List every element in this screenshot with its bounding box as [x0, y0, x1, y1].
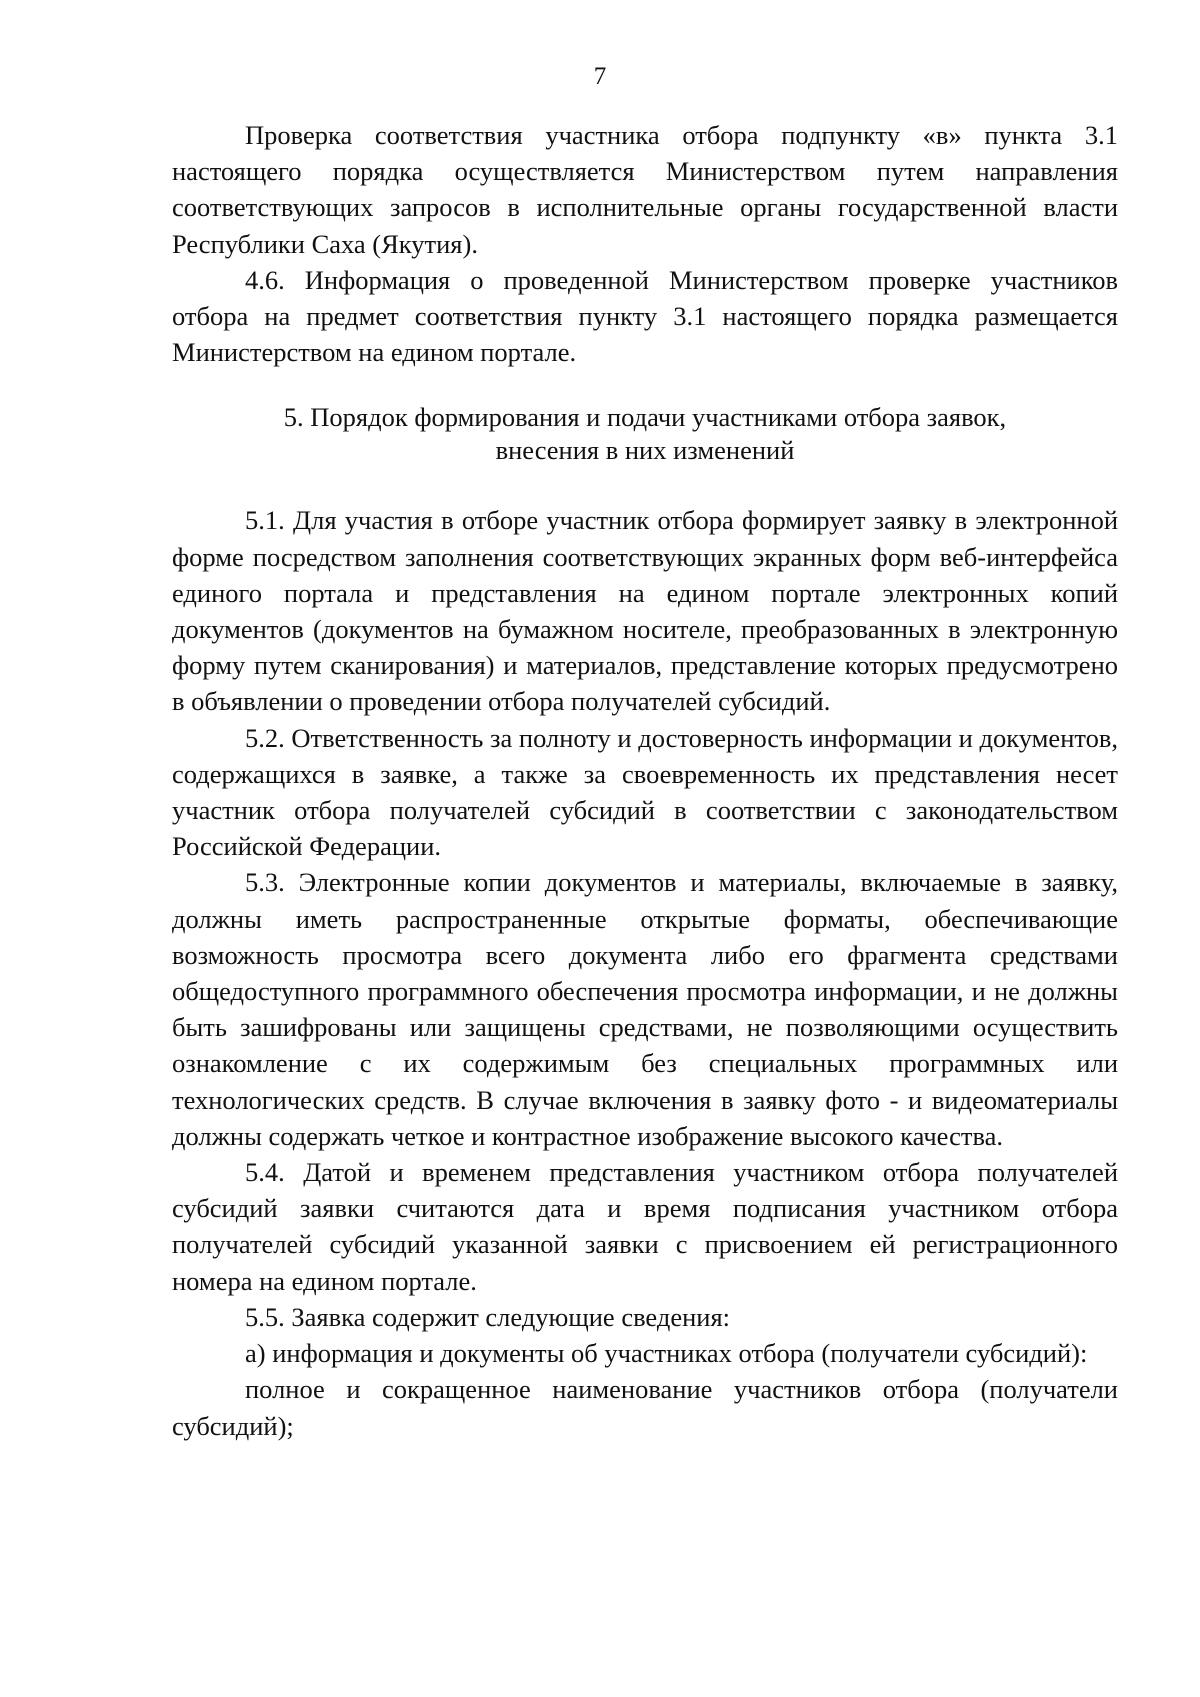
- paragraph: Проверка соответствия участника отбора подпункту «в» пункта 3.1 настоящего порядка осуществляется Министерством путем направления соответствующих запросов в исполнительные органы государственной власти Республики Саха (Якутия).: [172, 120, 1118, 259]
- paragraph: 5.2. Ответственность за полноту и достоверность информации и документов, содержащихся в заявке, а также за своевременность их представления несет участник отбора получателей субсидий в соответствии с законодательством Российской Федерации.: [172, 722, 1118, 862]
- paragraph: полное и сокращенное наименование участников отбора (получатели субсидий);: [172, 1374, 1118, 1441]
- paragraph: 5.4. Датой и временем представления участником отбора получателей субсидий заявки считаются дата и время подписания участником отбора получателей субсидий указанной заявки с присвоением ей регистрационного номера на едином портале.: [172, 1157, 1118, 1296]
- section-heading: [172, 401, 1118, 467]
- paragraph: 5.5. Заявка содержит следующие сведения:: [245, 1301, 731, 1332]
- paragraph: 4.6. Информация о проведенной Министерством проверке участников отбора на предмет соответствия пункту 3.1 настоящего порядка размещается Министерством на едином портале.: [172, 264, 1118, 368]
- paragraph: 5.3. Электронные копии документов и материалы, включаемые в заявку, должны иметь распространенные открытые форматы, обеспечивающие возможность просмотра всего документа либо его фрагмента средствами общедоступного программного обеспечения просмотра информации, и не должны быть зашифрованы или защищены средствами, не позволяющими осуществить ознакомление с их содержимым без специальных программных или технологических средств. В случае включения в заявку фото - и видеоматериалы должны содержать четкое и контрастное изображение высокого качества.: [172, 867, 1118, 1151]
- section-heading-line: 5. Порядок формирования и подачи участниками отбора заявок,: [283, 402, 1007, 433]
- paragraph: 5.1. Для участия в отборе участник отбора формирует заявку в электронной форме посредством заполнения соответствующих экранных форм веб-интерфейса единого портала и представления на едином портале электронных копий документов (документов на бумажном носителе, преобразованных в электронную форму путем сканирования) и материалов, представление которых предусмотрено в объявлении о проведении отбора получателей субсидий.: [172, 505, 1118, 717]
- section-heading-line: внесения в них изменений: [495, 435, 795, 466]
- document-body: [172, 117, 1118, 1444]
- paragraph: а) информация и документы об участниках отбора (получатели субсидий):: [245, 1338, 1088, 1369]
- page-number: 7: [593, 63, 607, 90]
